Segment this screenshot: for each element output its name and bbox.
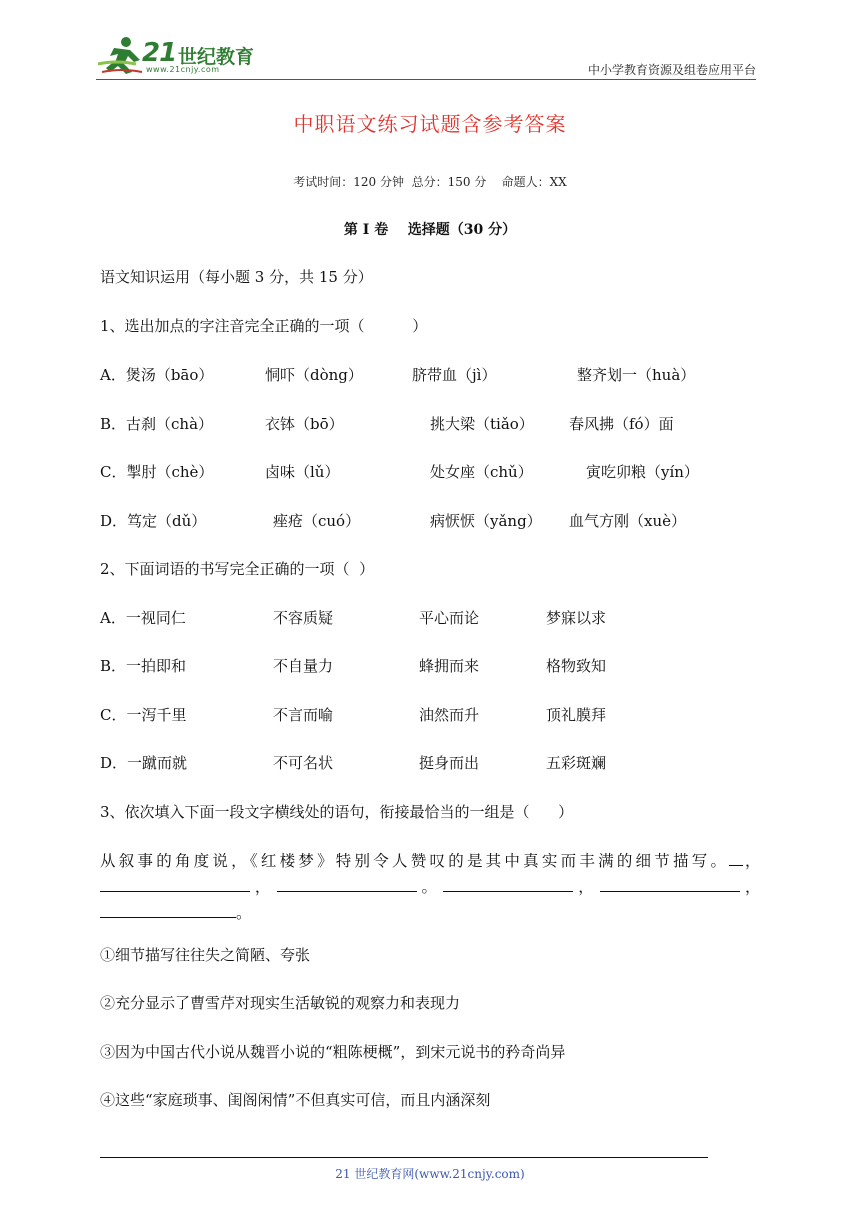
q1-b-1: B．古刹（chà） xyxy=(100,415,214,433)
q2-d-1: D．一蹴而就 xyxy=(100,754,188,772)
q2-d-3: 挺身而出 xyxy=(419,754,480,772)
logo-text: 世纪教育 xyxy=(178,46,255,68)
fill-blank[interactable] xyxy=(100,875,250,892)
q1-stem: 1、选出加点的字注音完全正确的一项（ ） xyxy=(100,317,428,335)
q3-item-4: ④这些“家庭琐事、闺阁闲情”不但真实可信，而且内涵深刻 xyxy=(100,1091,491,1109)
q1-d-4: 血气方刚（xuè） xyxy=(569,512,686,530)
q2-a-1: A．一视同仁 xyxy=(100,609,186,627)
q2-c-3: 油然而升 xyxy=(419,706,480,724)
footer-link[interactable]: 21 世纪教育网(www.21cnjy.com) xyxy=(335,1167,525,1181)
q1-d-3: 病恹恹（yǎng） xyxy=(430,512,542,530)
q1-d-2: 痤疮（cuó） xyxy=(273,512,361,530)
fill-blank[interactable] xyxy=(600,875,724,892)
logo-number: 21 xyxy=(142,38,177,68)
header-divider xyxy=(96,79,756,80)
q2-b-2: 不自量力 xyxy=(273,657,334,675)
q2-c-1: C．一泻千里 xyxy=(100,706,187,724)
q1-d-1: D．笃定（dǔ） xyxy=(100,512,207,530)
q2-b-3: 蜂拥而来 xyxy=(419,657,480,675)
q2-a-4: 梦寐以求 xyxy=(546,609,607,627)
q3-stem: 3、依次填入下面一段文字横线处的语句，衔接最恰当的一组是（ ） xyxy=(100,803,574,821)
q1-a-4: 整齐划一（huà） xyxy=(577,366,696,384)
q1-b-2: 衣钵（bō） xyxy=(265,415,344,433)
footer-divider xyxy=(100,1157,708,1158)
q3-passage-text: 从叙事的角度说，《红楼梦》特别令人赞叹的是其中真实而丰满的细节描写。 xyxy=(100,852,730,870)
q2-stem: 2、下面词语的书写完全正确的一项（ ） xyxy=(100,560,375,578)
q1-a-1: A．煲汤（bāo） xyxy=(100,366,214,384)
q2-b-4: 格物致知 xyxy=(546,657,607,675)
fill-blank[interactable] xyxy=(729,849,743,866)
part-heading: 语文知识运用（每小题 3 分，共 15 分） xyxy=(100,268,373,286)
q1-b-4: 春风拂（fó）面 xyxy=(569,415,674,433)
q1-b-3: 挑大梁（tiǎo） xyxy=(430,415,534,433)
section-title: 第 I 卷 选择题（30 分） xyxy=(343,222,517,238)
q1-a-2: 恫吓（dòng） xyxy=(265,366,363,384)
logo-url: www.21cnjy.com xyxy=(146,65,220,74)
q1-c-1: C．掣肘（chè） xyxy=(100,463,214,481)
q2-a-3: 平心而论 xyxy=(419,609,480,627)
q1-c-2: 卤味（lǔ） xyxy=(265,463,340,481)
fill-blank[interactable] xyxy=(277,875,417,892)
q3-item-2: ②充分显示了曹雪芹对现实生活敏锐的观察力和表现力 xyxy=(100,994,461,1012)
fill-blank[interactable] xyxy=(724,875,740,892)
page-title: 中职语文练习试题含参考答案 xyxy=(293,112,567,136)
fill-blank[interactable] xyxy=(100,901,236,918)
q2-a-2: 不容质疑 xyxy=(273,609,334,627)
q1-c-4: 寅吃卯粮（yín） xyxy=(586,463,699,481)
q3-item-1: ①细节描写往往失之简陋、夸张 xyxy=(100,946,311,964)
q2-b-1: B．一拍即和 xyxy=(100,657,187,675)
q2-d-4: 五彩斑斓 xyxy=(546,754,607,772)
exam-info: 考试时间：120 分钟 总分：150 分 命题人：XX xyxy=(293,175,567,189)
q2-c-2: 不言而喻 xyxy=(273,706,334,724)
q2-d-2: 不可名状 xyxy=(273,754,334,772)
q2-c-4: 顶礼膜拜 xyxy=(546,706,607,724)
platform-name: 中小学教育资源及组卷应用平台 xyxy=(587,63,756,77)
fill-blank[interactable] xyxy=(443,875,573,892)
q1-a-3: 脐带血（jì） xyxy=(412,366,497,384)
q3-item-3: ③因为中国古代小说从魏晋小说的“粗陈梗概”，到宋元说书的矜奇尚异 xyxy=(100,1043,566,1061)
q1-c-3: 处女座（chǔ） xyxy=(430,463,533,481)
q3-passage: 从叙事的角度说，《红楼梦》特别令人赞叹的是其中真实而丰满的细节描写。 ，， 。 ， ，。 xyxy=(100,848,762,926)
